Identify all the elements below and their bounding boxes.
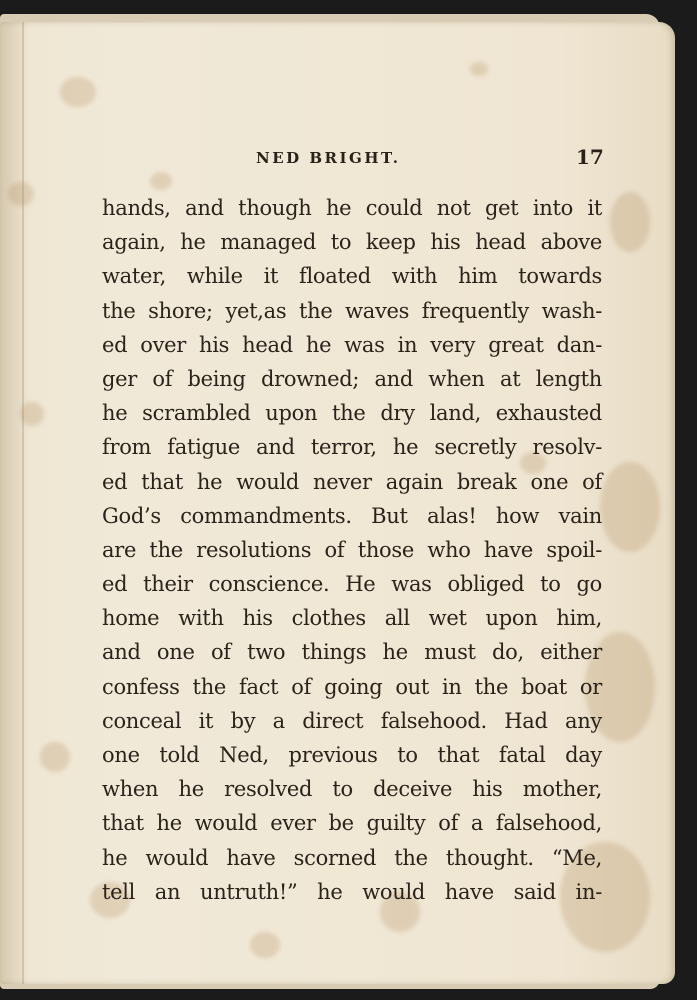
text-line: confess the fact of going out in the boat or [102,674,602,699]
text-line: he scrambled upon the dry land, exhausted [102,401,602,426]
foxing-stain [60,77,96,107]
foxing-stain [40,742,70,772]
foxing-stain [20,402,44,426]
foxing-stain [8,182,34,206]
text-line: God’s commandments. But alas! how vain [102,503,602,528]
text-line: ed their conscience. He was obliged to go [102,572,602,597]
page-number: 17 [576,145,604,169]
book-page [0,22,675,984]
text-line: water, while it floated with him towards [102,264,602,289]
foxing-stain [610,192,650,252]
text-line: hands, and though he could not get into it [102,196,602,220]
text-line: ed that he would never again break one of [102,469,602,494]
text-line: the shore; yet,as the waves frequently wash- [102,298,602,323]
text-line: conceal it by a direct falsehood. Had any [102,708,602,733]
text-line: again, he managed to keep his head above [102,230,602,255]
text-line: are the resolutions of those who have spoil- [102,537,602,562]
text-line: home with his clothes all wet upon him, [102,606,602,631]
running-head [0,147,675,177]
text-line: from fatigue and terror, he secretly resolv- [102,435,602,460]
text-line: that he would ever be guilty of a falsehood, [102,811,602,836]
text-line: tell an untruth!” he would have said in- [102,879,602,904]
foxing-stain [600,462,660,552]
foxing-stain [470,62,488,76]
text-line: ger of being drowned; and when at length [102,366,602,391]
text-line: he would have scorned the thought. “Me, [102,845,602,870]
text-line: one told Ned, previous to that fatal day [102,743,602,767]
text-line: ed over his head he was in very great dan- [102,332,602,357]
text-line: and one of two things he must do, either [102,640,602,665]
foxing-stain [250,932,280,958]
text-line: when he resolved to deceive his mother, [102,777,602,802]
running-head-title: NED BRIGHT. [256,149,401,167]
body-text [102,191,602,909]
